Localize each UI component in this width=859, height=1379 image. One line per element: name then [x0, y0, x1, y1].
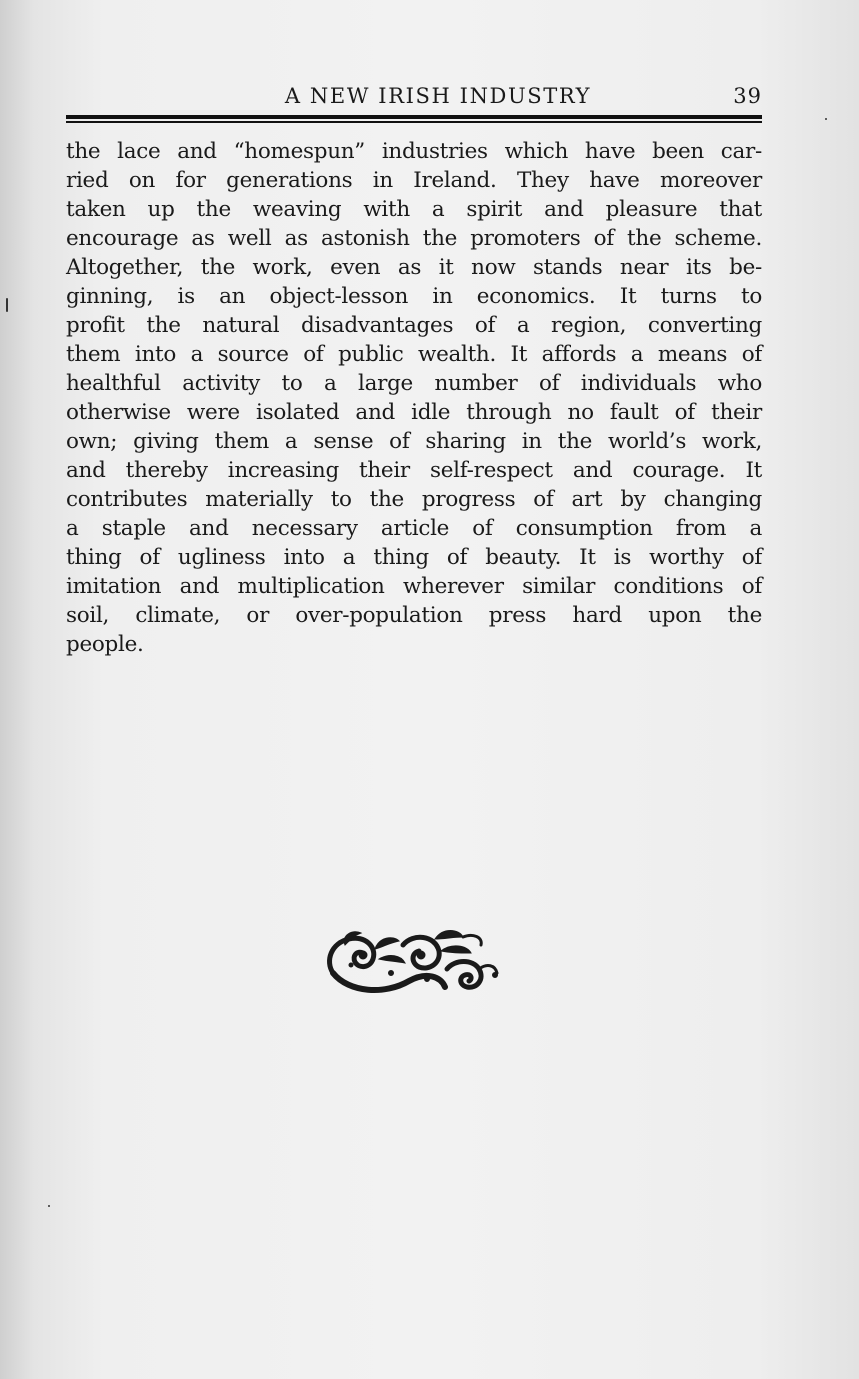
text-line: imitation and multiplication wherever similar conditions of	[66, 574, 762, 599]
text-line: them into a source of public wealth. It affords a means of	[66, 342, 762, 367]
running-title: A NEW IRISH INDUSTRY	[284, 84, 592, 108]
text-line: otherwise were isolated and idle through no fault of their	[66, 400, 762, 425]
page-number: 39	[733, 84, 762, 108]
floral-scroll-ornament-icon	[323, 925, 503, 997]
text-line: Altogether, the work, even as it now stands near its be-	[66, 255, 762, 280]
text-line: and thereby increasing their self-respect and courage. It	[66, 458, 762, 483]
paper-speck	[48, 1205, 50, 1207]
text-line: own; giving them a sense of sharing in the world’s work,	[66, 429, 762, 454]
text-line: thing of ugliness into a thing of beauty. It is worthy of	[66, 545, 762, 570]
text-line: soil, climate, or over-population press hard upon the	[66, 603, 762, 628]
page-header	[66, 80, 762, 110]
text-line: profit the natural disadvantages of a region, converting	[66, 313, 762, 338]
text-line: ginning, is an object-lesson in economics. It turns to	[66, 284, 762, 309]
header-rule-thick	[66, 115, 762, 119]
text-line: encourage as well as astonish the promoters of the scheme.	[66, 226, 762, 251]
text-line: the lace and “homespun” industries which have been car-	[66, 139, 762, 164]
text-line: a staple and necessary article of consumption from a	[66, 516, 762, 541]
paper-mark	[6, 298, 8, 312]
text-line: ried on for generations in Ireland. They have moreover	[66, 168, 762, 193]
text-line-last: people.	[66, 632, 144, 657]
text-line: contributes materially to the progress of art by changing	[66, 487, 762, 512]
paper-speck	[825, 118, 827, 120]
text-line: taken up the weaving with a spirit and pleasure that	[66, 197, 762, 222]
body-paragraph	[66, 137, 762, 659]
text-line: healthful activity to a large number of individuals who	[66, 371, 762, 396]
header-rule-thin	[66, 121, 762, 123]
